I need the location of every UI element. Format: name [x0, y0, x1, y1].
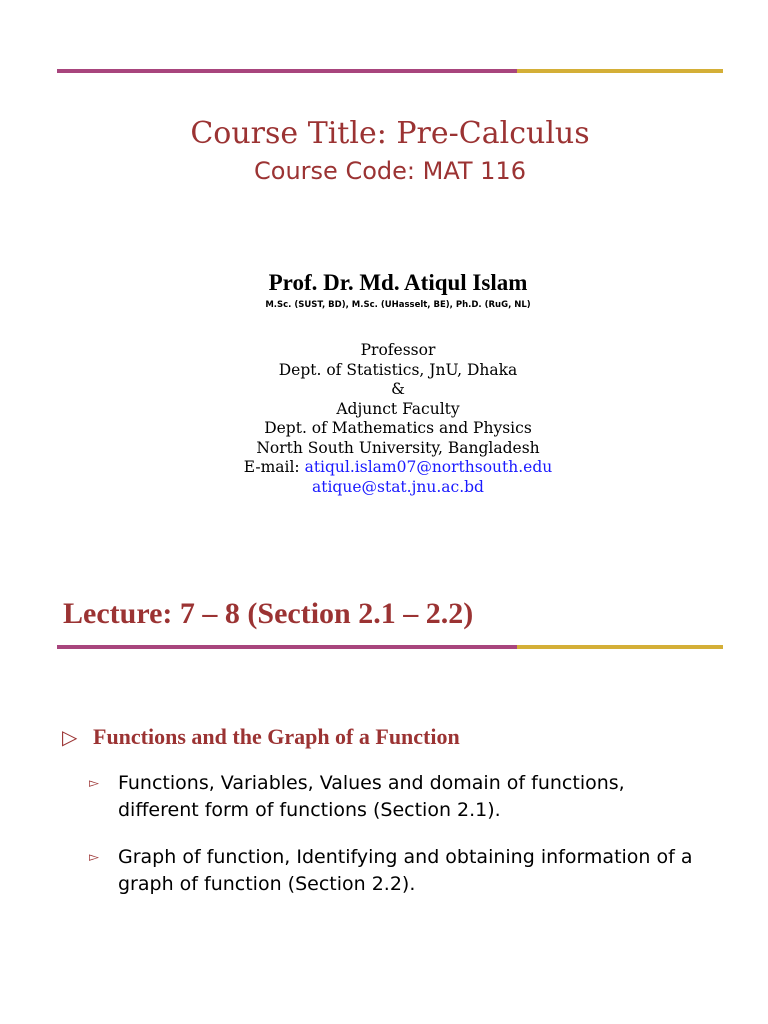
- small-triangle-bullet-icon: ▻: [89, 850, 99, 865]
- course-title: Course Title: Pre-Calculus: [190, 116, 590, 151]
- top-divider: [57, 69, 723, 73]
- list-item: [89, 770, 708, 824]
- list-item: [89, 844, 708, 898]
- title-block: [0, 114, 768, 188]
- email-link-secondary[interactable]: atique@stat.jnu.ac.bd: [312, 477, 484, 496]
- affiliation-line-ampersand: &: [391, 380, 405, 398]
- author-degrees: M.Sc. (SUST, BD), M.Sc. (UHasselt, BE), Ph.D. (RuG, NL): [265, 300, 531, 310]
- affiliation-line-adjunct: Adjunct Faculty: [336, 399, 460, 418]
- list-item-text: Graph of function, Identifying and obtaining information of a graph of function (Section 2.2).: [118, 846, 693, 895]
- affiliation-line-dept-math-physics: Dept. of Mathematics and Physics: [264, 419, 532, 437]
- middle-divider-gold-segment: [517, 645, 723, 649]
- top-divider-magenta-segment: [57, 69, 517, 73]
- email-line-secondary: [0, 478, 768, 498]
- lecture-title: Lecture: 7 – 8 (Section 2.1 – 2.2): [63, 597, 474, 630]
- affiliation-line-dept-statistics: Dept. of Statistics, JnU, Dhaka: [278, 360, 518, 379]
- middle-divider-magenta-segment: [57, 645, 517, 649]
- affiliation-line-title: Professor: [360, 341, 436, 359]
- top-divider-gold-segment: [517, 69, 723, 73]
- topic-section: [62, 722, 702, 898]
- small-triangle-bullet-icon: ▻: [89, 776, 99, 791]
- section-heading: Functions and the Graph of a Function: [93, 724, 460, 749]
- email-line: [0, 458, 768, 478]
- course-code: Course Code: MAT 116: [254, 157, 526, 185]
- section-heading-row: [62, 722, 702, 752]
- email-link-primary[interactable]: atiqul.islam07@northsouth.edu: [304, 458, 553, 476]
- triangle-bullet-icon: ▷: [62, 725, 78, 749]
- email-label: E-mail:: [243, 458, 305, 476]
- author-block: [0, 268, 768, 312]
- author-name: Prof. Dr. Md. Atiqul Islam: [268, 270, 528, 295]
- affiliation-block: [0, 341, 768, 497]
- list-item-text: Functions, Variables, Values and domain of functions, different form of functions (Section 2.1).: [118, 772, 625, 821]
- middle-divider: [57, 645, 723, 649]
- affiliation-line-university: North South University, Bangladesh: [256, 438, 540, 457]
